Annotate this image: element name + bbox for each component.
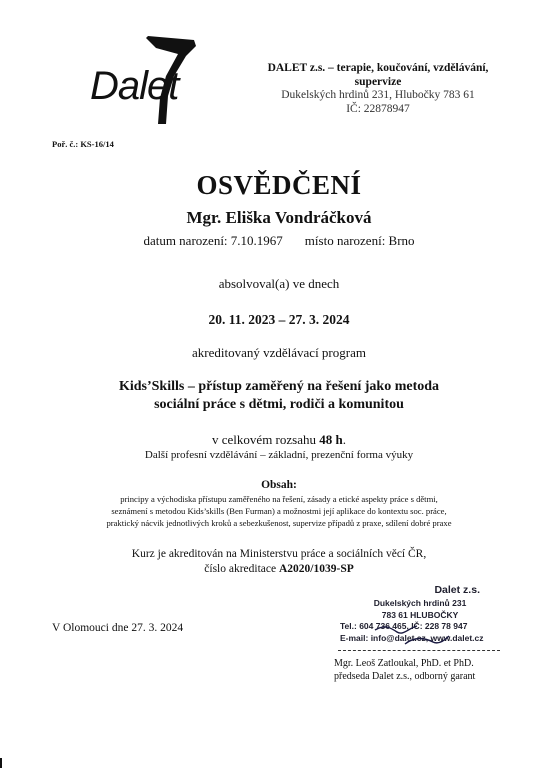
content-description — [0, 493, 558, 529]
signatory-role: předseda Dalet z.s., odborný garant — [334, 671, 476, 682]
stamp-line-3: 783 61 HLUBOČKY — [381, 610, 459, 620]
content-heading: Obsah: — [261, 479, 297, 491]
program-title-line2: sociální práce s dětmi, rodiči a komunitou — [154, 397, 404, 412]
content-line-1: principy a východiska přístupu zaměřeného na řešení, zásady a etické aspekty práce s dětmi, — [120, 494, 438, 504]
accreditation-info — [0, 547, 558, 577]
accreditation-prefix: číslo akreditace — [204, 563, 277, 575]
holder-name: Mgr. Eliška Vondráčková — [186, 208, 372, 227]
place-and-date: V Olomouci dne 27. 3. 2024 — [52, 622, 184, 634]
dalet-logo — [86, 36, 216, 126]
organization-header — [228, 62, 528, 116]
course-dates: 20. 11. 2023 – 27. 3. 2024 — [208, 312, 350, 327]
stamp-line-5: E-mail: info@dalet.cz, www.dalet.cz — [340, 633, 484, 643]
program-title-line1: Kids’Skills – přístup zaměřený na řešení jako metoda — [118, 379, 440, 394]
birth-info — [0, 233, 558, 249]
handwritten-signature — [345, 598, 485, 658]
course-scope — [0, 432, 558, 448]
accreditation-line2 — [0, 562, 558, 577]
signatory — [334, 657, 524, 683]
scan-edge-mark — [0, 758, 2, 768]
logo-text: Dalet — [90, 64, 179, 108]
certificate-title: OSVĚDČENÍ — [196, 170, 362, 200]
birth-date: datum narození: 7.10.1967 — [143, 233, 283, 248]
program-title — [0, 378, 558, 414]
course-form: Další profesní vzdělávání – základní, prezenční forma výuky — [144, 449, 414, 461]
org-address: Dukelských hrdinů 231, Hlubočky 783 61 — [281, 89, 475, 101]
accreditation-line1: Kurz je akreditován na Ministerstvu práce a sociálních věcí ČR, — [131, 548, 427, 560]
org-ic: IČ: 22878947 — [346, 102, 410, 115]
scope-prefix: v celkovém rozsahu — [212, 432, 316, 447]
birth-place: místo narození: Brno — [304, 233, 415, 248]
accreditation-number: A2020/1039-SP — [278, 563, 354, 575]
signatory-name: Mgr. Leoš Zatloukal, PhD. et PhD. — [334, 658, 474, 669]
stamp-line-4: Tel.: 604 736 465, IČ: 228 78 947 — [340, 621, 468, 631]
stamp-line-2: Dukelských hrdinů 231 — [373, 598, 467, 608]
reference-number: Poř. č.: KS-16/14 — [52, 139, 114, 149]
signature-line — [338, 650, 500, 651]
content-line-2: seznámení s metodou Kids’skills (Ben Furman) a možnostmi její aplikace do kontextu soc. práce, — [111, 506, 447, 516]
completed-text: absolvoval(a) ve dnech — [218, 276, 340, 291]
org-name-line1: DALET z.s. – terapie, koučování, vzdělávání, — [267, 62, 489, 74]
accredited-program-label: akreditovaný vzdělávací program — [192, 345, 366, 360]
content-line-3: praktický nácvik jednotlivých kroků a sebezkušenost, supervize případů z praxe, sdílení dobré praxe — [106, 518, 452, 528]
scope-hours: 48 h — [319, 432, 343, 447]
scope-suffix: . — [342, 432, 346, 447]
stamp-line-1: Dalet z.s. — [434, 584, 480, 596]
org-name-line2: supervize — [354, 75, 402, 88]
